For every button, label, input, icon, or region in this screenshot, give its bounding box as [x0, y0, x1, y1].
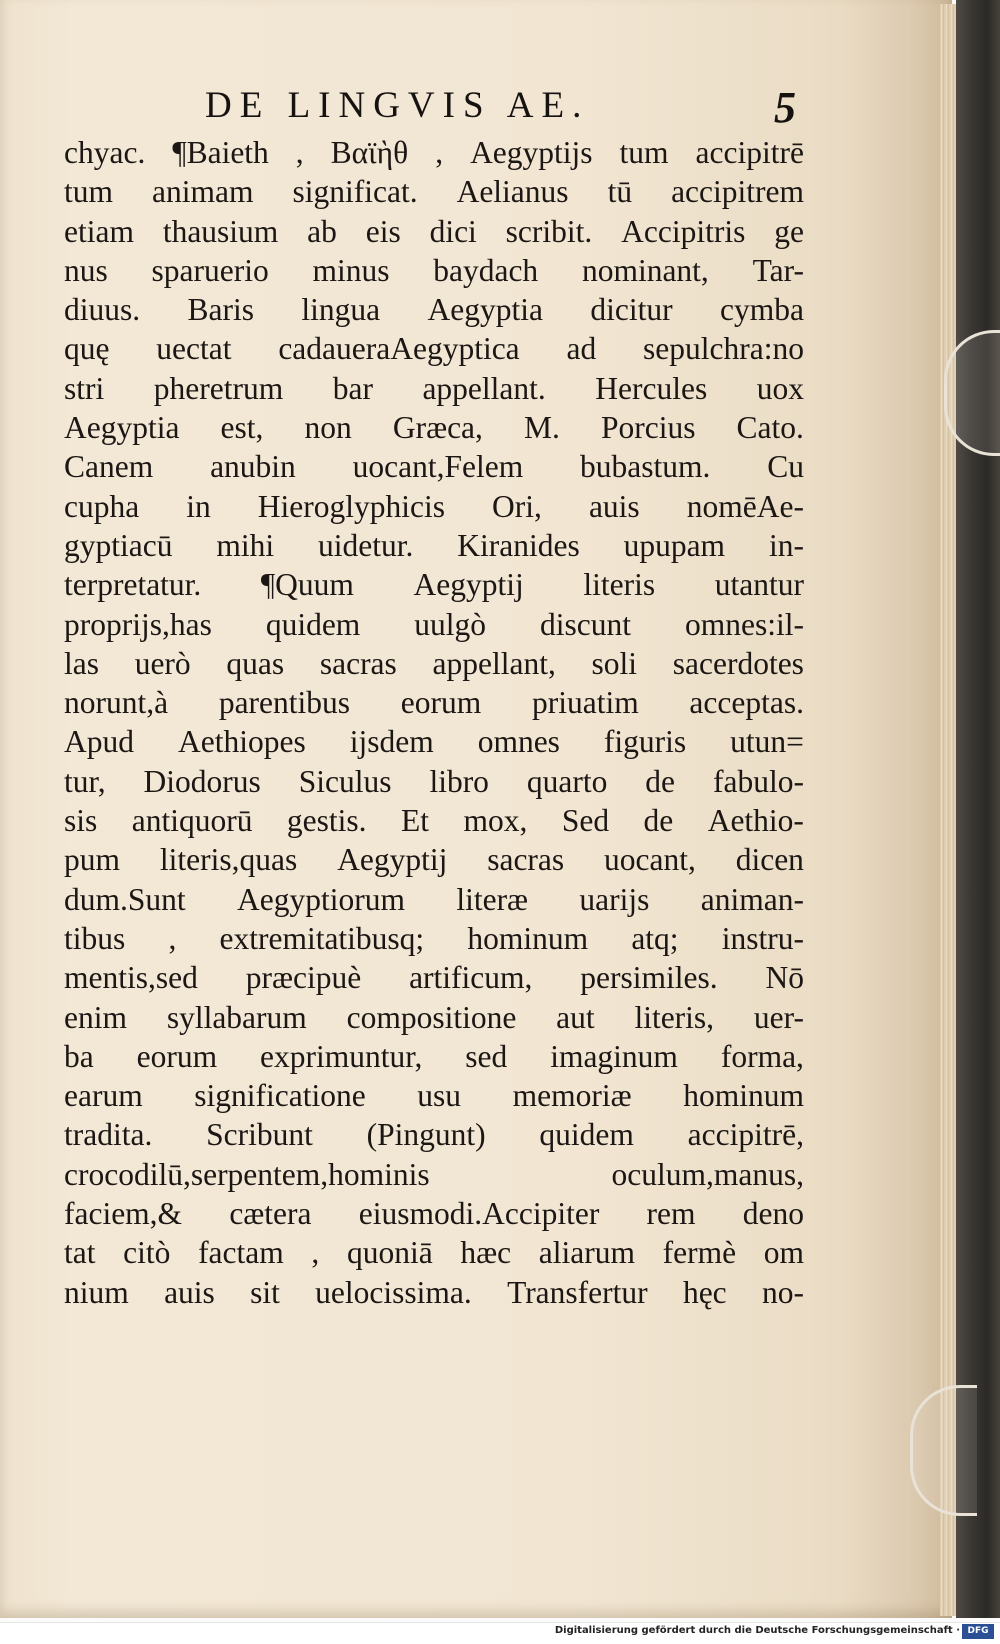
text-line: terpretatur. ¶Quum Aegyptij literis utantur [64, 567, 804, 603]
text-line: diuus. Baris lingua Aegyptia dicitur cymba [64, 292, 804, 328]
text-line: dum.Sunt Aegyptiorum literæ uarijs animan- [64, 881, 804, 917]
text-line: Apud Aethiopes ijsdem omnes figuris utun= [64, 724, 804, 760]
text-line: ba eorum exprimuntur, sed imaginum forma, [64, 1038, 804, 1074]
text-line: Canem anubin uocant,Felem bubastum. Cu [64, 449, 804, 485]
clasp-mark-bottom [910, 1385, 977, 1516]
text-line: faciem,& cætera eiusmodi.Accipiter rem deno [64, 1196, 804, 1232]
text-line: proprijs,has quidem uulgò discunt omnes:il- [64, 606, 804, 642]
text-line: Aegyptia est, non Græca, M. Porcius Cato. [64, 410, 804, 446]
text-line: tradita. Scribunt (Pingunt) quidem accipitrē, [64, 1117, 804, 1153]
text-line: sis antiquorū gestis. Et mox, Sed de Aethio- [64, 803, 804, 839]
text-line: quę uectat cadaueraAegyptica ad sepulchra:no [64, 331, 804, 367]
text-line: stri pheretrum bar appellant. Hercules uox [64, 370, 804, 406]
page-number: 5 [774, 83, 796, 132]
text-line: tat citò factam , quoniā hæc aliarum fermè om [64, 1235, 804, 1271]
body-text [64, 133, 804, 1312]
dfg-logo: DFG [962, 1624, 994, 1639]
text-line: tibus , extremitatibusq; hominum atq; instru- [64, 920, 804, 956]
text-line: mentis,sed præcipuè artificum, persimiles. Nō [64, 960, 804, 996]
text-line: crocodilū,serpentem,hominis oculum,manus, [64, 1156, 804, 1192]
text-line: earum significatione usu memoriæ hominum [64, 1078, 804, 1114]
text-line: las uerò quas sacras appellant, soli sacerdotes [64, 645, 804, 681]
text-line: nus sparuerio minus baydach nominant, Tar- [64, 252, 804, 288]
text-line: chyac. ¶Baieth , Βαϊὴθ , Aegyptijs tum accipitrē [64, 135, 804, 170]
text-line: cupha in Hieroglyphicis Ori, auis nomēAe- [64, 488, 804, 524]
page-edges [940, 4, 956, 1616]
text-line: etiam thausium ab eis dici scribit. Accipitris ge [64, 213, 804, 249]
text-line: enim syllabarum compositione aut literis, uer- [64, 999, 804, 1035]
text-line: tur, Diodorus Siculus libro quarto de fabulo- [64, 763, 804, 799]
text-line: tum animam significat. Aelianus tū accipitrem [64, 174, 804, 210]
text-line: nium auis sit uelocissima. Transfertur hęc no- [64, 1274, 804, 1310]
text-line: pum literis,quas Aegyptij sacras uocant, dicen [64, 842, 804, 878]
funding-credit: Digitalisierung gefördert durch die Deutsche Forschungsgemeinschaft · [554, 1625, 960, 1636]
book-cover [956, 0, 1000, 1618]
text-line: norunt,à parentibus eorum priuatim acceptas. [64, 685, 804, 721]
running-header: DE LINGVIS AE. [205, 85, 590, 126]
text-line: gyptiacū mihi uidetur. Kiranides upupam in- [64, 527, 804, 563]
